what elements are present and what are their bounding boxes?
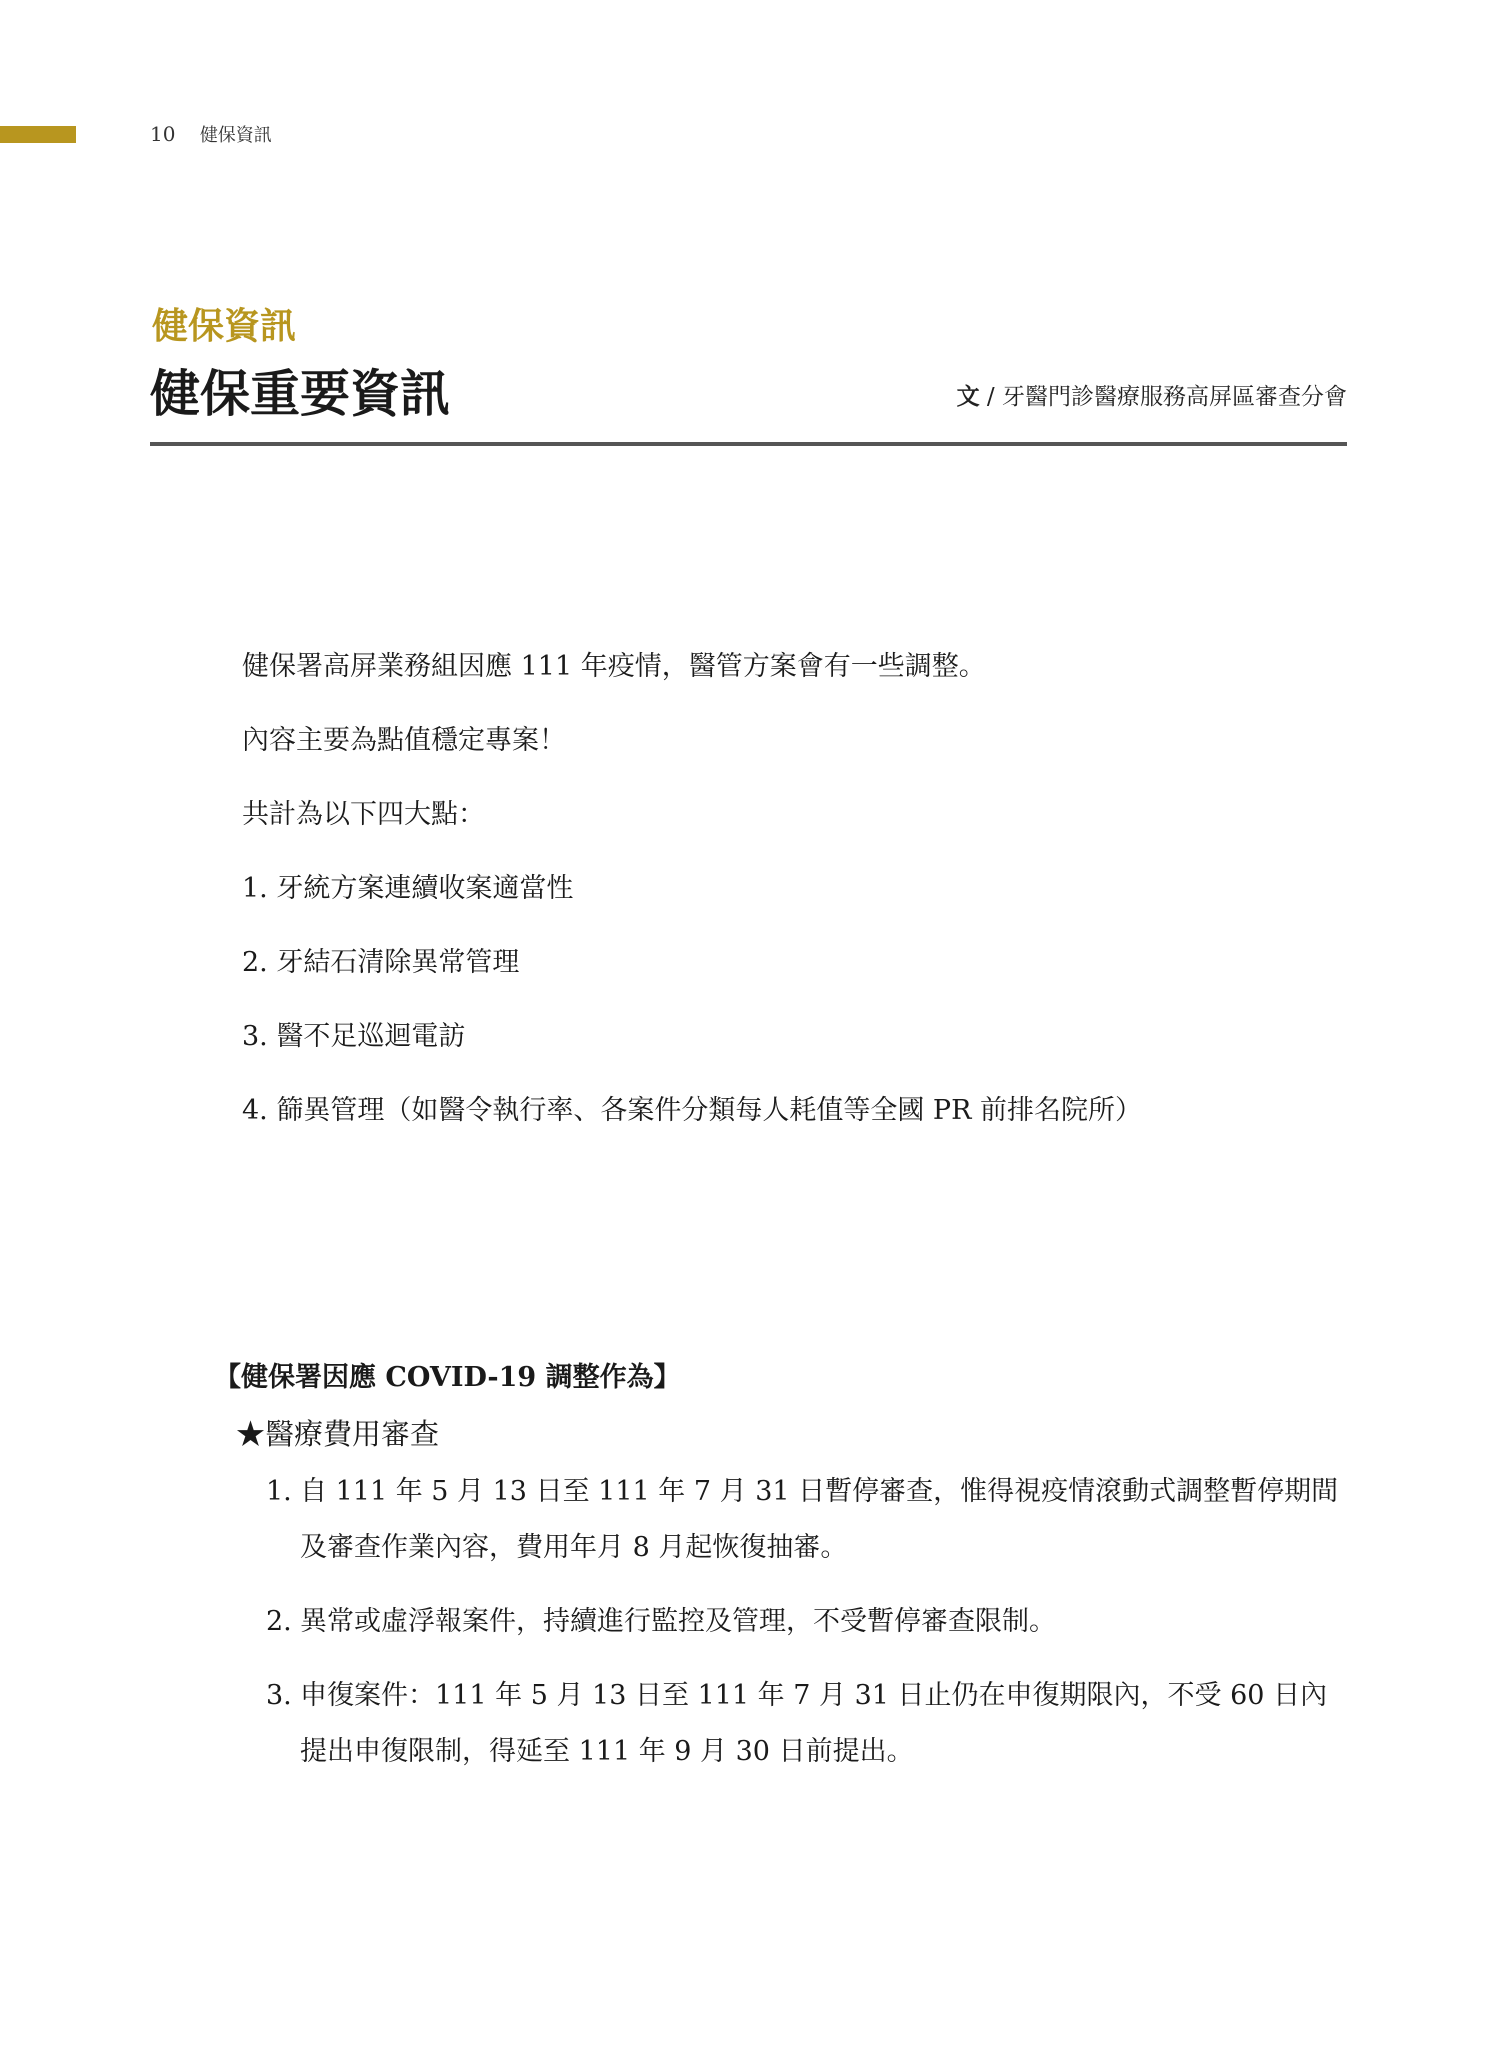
list-number: 3. [266, 1680, 292, 1711]
list-number: 1. [266, 1476, 292, 1507]
article-category: 健保資訊 [152, 306, 297, 347]
byline [957, 378, 1347, 411]
covid-section [214, 1356, 1350, 1798]
header-divider [150, 442, 1347, 446]
article-title: 健保重要資訊 [150, 365, 450, 423]
byline-author: / 牙醫門診醫療服務高屏區審查分會 [979, 384, 1347, 410]
intro-list-item: 3. 醫不足巡迴電訪 [242, 1021, 466, 1052]
intro-list-item: 1. 牙統方案連續收案適當性 [242, 873, 574, 904]
intro-section [242, 630, 1142, 1148]
intro-paragraph: 共計為以下四大點： [242, 799, 485, 830]
covid-list-item [266, 1464, 1350, 1576]
list-text: 自 111 年 5 月 13 日至 111 年 7 月 31 日暫停審查，惟得視疫情滾動式調整暫停期間及審查作業內容，費用年月 8 月起恢復抽審。 [300, 1476, 1339, 1563]
list-text: 申復案件：111 年 5 月 13 日至 111 年 7 月 31 日止仍在申復期限內，不受 60 日內提出申復限制，得延至 111 年 9 月 30 日前提出。 [300, 1680, 1328, 1767]
running-head [150, 121, 272, 147]
intro-list-item: 4. 篩異管理（如醫令執行率、各案件分類每人耗值等全國 PR 前排名院所） [242, 1095, 1143, 1126]
header-accent-bar [0, 126, 76, 143]
covid-heading: 【健保署因應 COVID-19 調整作為】 [214, 1362, 681, 1393]
byline-prefix: 文 [956, 384, 980, 410]
list-text: 異常或虛浮報案件，持續進行監控及管理，不受暫停審查限制。 [300, 1606, 1056, 1637]
list-number: 2. [266, 1606, 292, 1637]
intro-paragraph: 健保署高屏業務組因應 111 年疫情，醫管方案會有一些調整。 [242, 651, 986, 682]
covid-subheading: ★醫療費用審查 [236, 1417, 440, 1451]
running-head-section: 健保資訊 [199, 125, 272, 146]
covid-list-item [266, 1594, 1350, 1650]
covid-list-item [266, 1668, 1350, 1780]
page-number: 10 [150, 122, 176, 146]
intro-list-item: 2. 牙結石清除異常管理 [242, 947, 520, 978]
covid-list [214, 1464, 1350, 1780]
intro-paragraph: 內容主要為點值穩定專案！ [242, 725, 566, 756]
